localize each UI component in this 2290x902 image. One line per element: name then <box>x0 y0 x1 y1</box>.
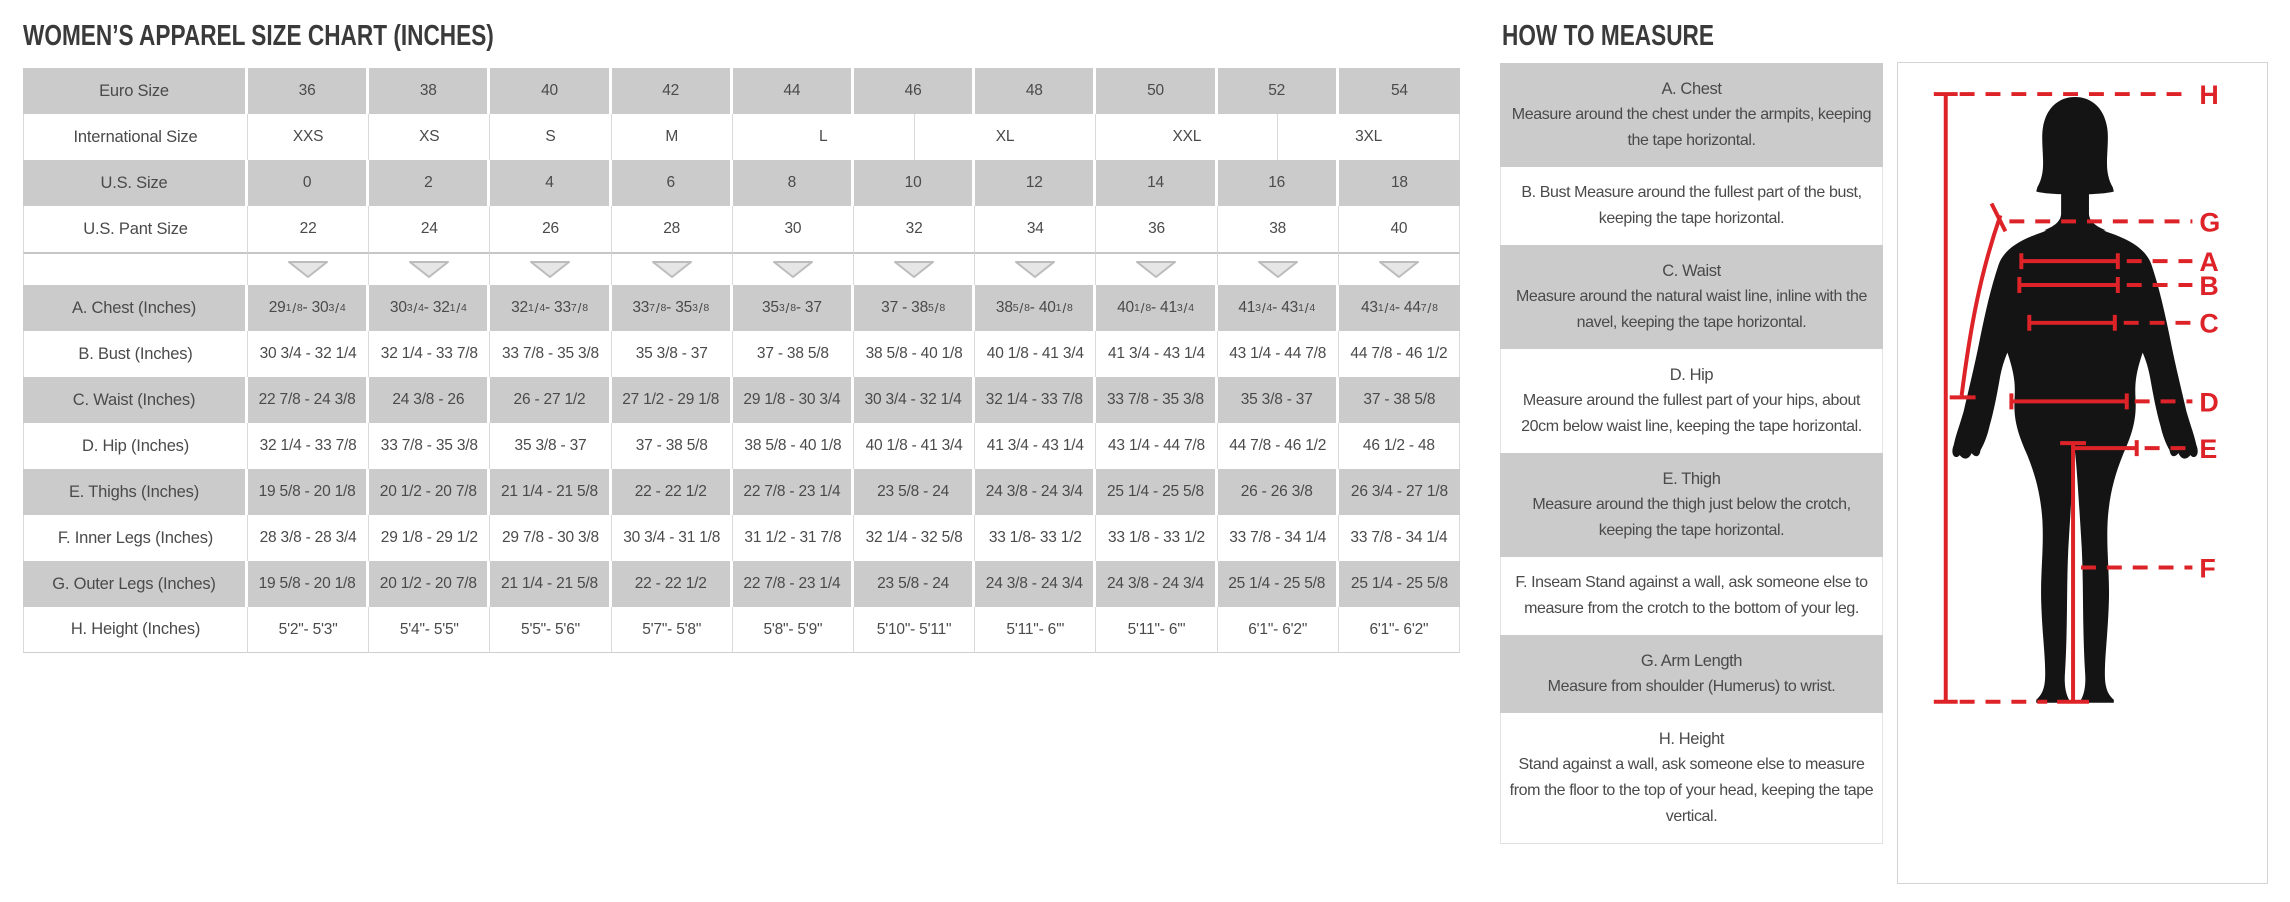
size-value-cell: 33 7/8 - 35 3/8 <box>1096 377 1217 423</box>
sort-arrow-cell <box>612 252 733 285</box>
measure-item-title: E. Thigh <box>1662 470 1721 488</box>
size-value-cell: 20 1/2 - 20 7/8 <box>369 469 490 515</box>
row-label-cell: U.S. Pant Size <box>23 206 248 252</box>
size-value-cell: 26 - 26 3/8 <box>1218 469 1339 515</box>
measurement-figure-panel <box>1897 62 2268 884</box>
down-triangle-icon <box>286 260 330 279</box>
measurement-figure-diagram <box>1898 63 2267 883</box>
size-value-cell: 40 1 / 8 - 41 3 / 4 <box>1096 285 1217 331</box>
size-value-cell: 37 - 38 5/8 <box>612 423 733 469</box>
size-value-cell: 50 <box>1096 68 1217 114</box>
sort-arrow-cell <box>1218 252 1339 285</box>
silhouette-head <box>2036 97 2114 194</box>
measure-item-text: Measure around the fullest part of your hips, about 20cm below waist line, keeping the tape horizontal. <box>1521 392 1862 435</box>
size-value-cell: 29 1/8 - 29 1/2 <box>369 515 490 561</box>
measure-item-text: Stand against a wall, ask someone else to measure from the floor to the top of your head, keeping the tape vertical. <box>1509 756 1874 825</box>
measure-instructions-list <box>1500 63 1883 844</box>
size-value-cell: 3XL <box>1278 114 1460 160</box>
how-to-measure-title: HOW TO MEASURE <box>1502 20 1714 52</box>
sort-arrow-cell <box>1096 252 1217 285</box>
sort-arrow-cell <box>369 252 490 285</box>
size-value-cell: 25 1/4 - 25 5/8 <box>1218 561 1339 607</box>
row-label-cell: A. Chest (Inches) <box>23 285 248 331</box>
row-label-cell: B. Bust (Inches) <box>23 331 248 377</box>
down-triangle-icon <box>1013 260 1057 279</box>
size-value-cell: 27 1/2 - 29 1/8 <box>612 377 733 423</box>
figure-label-C: C <box>2199 308 2219 339</box>
size-value-cell: 33 7/8 - 35 3/8 <box>490 331 611 377</box>
row-label-cell: E. Thighs (Inches) <box>23 469 248 515</box>
size-value-cell: 26 3/4 - 27 1/8 <box>1339 469 1460 515</box>
size-value-cell: 34 <box>975 206 1096 252</box>
size-value-cell: 38 <box>369 68 490 114</box>
size-value-cell: 35 3/8 - 37 <box>490 423 611 469</box>
size-value-cell: 33 7/8 - 34 1/4 <box>1218 515 1339 561</box>
size-value-cell: 5'7"- 5'8" <box>612 607 733 653</box>
measure-item-title: G. Arm Length <box>1640 652 1743 670</box>
size-value-cell: 2 <box>369 160 490 206</box>
size-value-cell: 35 3/8 - 37 <box>612 331 733 377</box>
size-value-cell: 36 <box>248 68 369 114</box>
size-value-cell: 33 7 / 8 - 35 3 / 8 <box>612 285 733 331</box>
size-value-cell: XS <box>369 114 490 160</box>
size-value-cell: 32 1/4 - 32 5/8 <box>854 515 975 561</box>
row-label-cell: Euro Size <box>23 68 248 114</box>
size-value-cell: 19 5/8 - 20 1/8 <box>248 469 369 515</box>
size-value-cell: 48 <box>975 68 1096 114</box>
size-value-cell: 38 5/8 - 40 1/8 <box>854 331 975 377</box>
size-value-cell: 33 7/8 - 34 1/4 <box>1339 515 1460 561</box>
size-value-cell: 41 3 / 4 - 43 1 / 4 <box>1218 285 1339 331</box>
row-label-cell: D. Hip (Inches) <box>23 423 248 469</box>
size-value-cell: 23 5/8 - 24 <box>854 469 975 515</box>
row-label-cell: U.S. Size <box>23 160 248 206</box>
size-chart-title: WOMEN’S APPAREL SIZE CHART (INCHES) <box>23 20 494 52</box>
down-triangle-icon <box>1134 260 1178 279</box>
size-value-cell: 5'2"- 5'3" <box>248 607 369 653</box>
down-triangle-icon <box>1256 260 1300 279</box>
size-value-cell: 43 1 / 4 - 44 7 / 8 <box>1339 285 1460 331</box>
size-value-cell: 46 <box>854 68 975 114</box>
size-value-cell: 5'10"- 5'11" <box>854 607 975 653</box>
measure-item-E <box>1500 453 1883 557</box>
size-value-cell: 40 <box>1339 206 1460 252</box>
size-value-cell: 5'5"- 5'6" <box>490 607 611 653</box>
size-value-cell: 46 1/2 - 48 <box>1339 423 1460 469</box>
figure-label-A: A <box>2199 247 2219 278</box>
size-value-cell: 24 3/8 - 24 3/4 <box>975 561 1096 607</box>
size-value-cell: 5'4"- 5'5" <box>369 607 490 653</box>
measure-item-title: A. Chest <box>1661 80 1722 98</box>
size-value-cell: 37 - 38 5/8 <box>1339 377 1460 423</box>
size-value-cell: 43 1/4 - 44 7/8 <box>1096 423 1217 469</box>
down-triangle-icon <box>771 260 815 279</box>
size-value-cell: 44 7/8 - 46 1/2 <box>1339 331 1460 377</box>
size-value-cell: 21 1/4 - 21 5/8 <box>490 469 611 515</box>
size-value-cell: 38 5/8 - 40 1/8 <box>733 423 854 469</box>
size-value-cell: 32 <box>854 206 975 252</box>
figure-label-D: D <box>2199 387 2219 418</box>
measure-item-D <box>1500 349 1883 453</box>
size-value-cell: XXS <box>248 114 369 160</box>
size-value-cell: 37 - 38 5/8 <box>733 331 854 377</box>
row-label-cell <box>23 252 248 285</box>
size-value-cell: 32 1/4 - 33 7/8 <box>248 423 369 469</box>
size-value-cell: L <box>733 114 915 160</box>
size-value-cell: 5'8"- 5'9" <box>733 607 854 653</box>
down-triangle-icon <box>1377 260 1421 279</box>
size-value-cell: 35 3 / 8 - 37 <box>733 285 854 331</box>
size-value-cell: 22 - 22 1/2 <box>612 561 733 607</box>
measure-item-F <box>1500 557 1883 635</box>
size-value-cell: 32 1 / 4 - 33 7 / 8 <box>490 285 611 331</box>
size-value-cell: 40 1/8 - 41 3/4 <box>854 423 975 469</box>
sort-arrow-cell <box>490 252 611 285</box>
size-value-cell: XXL <box>1096 114 1278 160</box>
size-value-cell: 14 <box>1096 160 1217 206</box>
size-value-cell: 6 <box>612 160 733 206</box>
size-value-cell: 33 7/8 - 35 3/8 <box>369 423 490 469</box>
size-value-cell: 31 1/2 - 31 7/8 <box>733 515 854 561</box>
down-triangle-icon <box>407 260 451 279</box>
figure-label-G: G <box>2199 207 2221 238</box>
measure-item-H <box>1500 713 1883 843</box>
row-label-cell: F. Inner Legs (Inches) <box>23 515 248 561</box>
measure-item-text: Measure around the thigh just below the crotch, keeping the tape horizontal. <box>1532 496 1851 539</box>
size-value-cell: 4 <box>490 160 611 206</box>
size-value-cell: 42 <box>612 68 733 114</box>
row-label-cell: International Size <box>23 114 248 160</box>
size-value-cell: 0 <box>248 160 369 206</box>
size-value-cell: 12 <box>975 160 1096 206</box>
size-value-cell: 44 <box>733 68 854 114</box>
measure-item-text: Measure around the natural waist line, inline with the navel, keeping the tape horizontal. <box>1515 288 1868 331</box>
size-value-cell: 23 5/8 - 24 <box>854 561 975 607</box>
size-value-cell: 35 3/8 - 37 <box>1218 377 1339 423</box>
measure-item-title: C. Waist <box>1662 262 1721 280</box>
figure-label-F: F <box>2199 553 2216 584</box>
size-value-cell: 30 3 / 4 - 32 1 / 4 <box>369 285 490 331</box>
size-value-cell: 32 1/4 - 33 7/8 <box>369 331 490 377</box>
row-label-cell: C. Waist (Inches) <box>23 377 248 423</box>
size-value-cell: 21 1/4 - 21 5/8 <box>490 561 611 607</box>
size-value-cell: 52 <box>1218 68 1339 114</box>
size-value-cell: 36 <box>1096 206 1217 252</box>
size-value-cell: 16 <box>1218 160 1339 206</box>
sort-arrow-cell <box>1339 252 1460 285</box>
size-value-cell: 18 <box>1339 160 1460 206</box>
measure-item-text: Measure around the chest under the armpits, keeping the tape horizontal. <box>1511 106 1872 149</box>
size-value-cell: 40 <box>490 68 611 114</box>
size-value-cell: 5'11"- 6'" <box>1096 607 1217 653</box>
size-value-cell: 22 7/8 - 23 1/4 <box>733 469 854 515</box>
row-label-cell: G. Outer Legs (Inches) <box>23 561 248 607</box>
size-chart-table <box>23 68 1460 653</box>
size-value-cell: M <box>612 114 733 160</box>
size-value-cell: 38 5 / 8 - 40 1 / 8 <box>975 285 1096 331</box>
measure-item-G <box>1500 635 1883 713</box>
sort-arrow-cell <box>975 252 1096 285</box>
size-value-cell: 28 <box>612 206 733 252</box>
size-value-cell: 6'1"- 6'2" <box>1218 607 1339 653</box>
size-value-cell: 24 3/8 - 24 3/4 <box>975 469 1096 515</box>
sort-arrow-cell <box>854 252 975 285</box>
size-value-cell: 19 5/8 - 20 1/8 <box>248 561 369 607</box>
size-value-cell: 22 7/8 - 23 1/4 <box>733 561 854 607</box>
size-value-cell: 38 <box>1218 206 1339 252</box>
size-value-cell: 24 3/8 - 26 <box>369 377 490 423</box>
size-value-cell: 33 1/8 - 33 1/2 <box>1096 515 1217 561</box>
sort-arrow-cell <box>248 252 369 285</box>
size-value-cell: 26 <box>490 206 611 252</box>
figure-label-B: B <box>2199 270 2219 301</box>
size-value-cell: S <box>490 114 611 160</box>
sort-arrow-cell <box>733 252 854 285</box>
measure-item-text: Measure from shoulder (Humerus) to wrist. <box>1547 678 1836 695</box>
figure-letter-labels <box>2199 80 2220 583</box>
size-value-cell: 25 1/4 - 25 5/8 <box>1096 469 1217 515</box>
size-value-cell: 30 3/4 - 32 1/4 <box>248 331 369 377</box>
figure-label-E: E <box>2199 434 2218 465</box>
size-value-cell: 22 7/8 - 24 3/8 <box>248 377 369 423</box>
size-value-cell: 22 - 22 1/2 <box>612 469 733 515</box>
size-value-cell: 22 <box>248 206 369 252</box>
size-value-cell: 8 <box>733 160 854 206</box>
size-value-cell: 25 1/4 - 25 5/8 <box>1339 561 1460 607</box>
measure-item-text: B. Bust Measure around the fullest part of the bust, keeping the tape horizontal. <box>1521 184 1862 227</box>
size-value-cell: 41 3/4 - 43 1/4 <box>975 423 1096 469</box>
down-triangle-icon <box>892 260 936 279</box>
measure-item-text: F. Inseam Stand against a wall, ask someone else to measure from the crotch to the bottom of your leg. <box>1515 574 1868 617</box>
size-value-cell: 37 - 38 5 / 8 <box>854 285 975 331</box>
size-value-cell: 44 7/8 - 46 1/2 <box>1218 423 1339 469</box>
size-value-cell: 30 3/4 - 32 1/4 <box>854 377 975 423</box>
size-value-cell: 41 3/4 - 43 1/4 <box>1096 331 1217 377</box>
size-value-cell: 24 3/8 - 24 3/4 <box>1096 561 1217 607</box>
down-triangle-icon <box>528 260 572 279</box>
size-value-cell: XL <box>915 114 1097 160</box>
size-value-cell: 29 1/8 - 30 3/4 <box>733 377 854 423</box>
row-label-cell: H. Height (Inches) <box>23 607 248 653</box>
measure-item-B <box>1500 167 1883 245</box>
size-value-cell: 32 1/4 - 33 7/8 <box>975 377 1096 423</box>
down-triangle-icon <box>650 260 694 279</box>
size-value-cell: 10 <box>854 160 975 206</box>
measure-item-title: D. Hip <box>1669 366 1714 384</box>
size-value-cell: 5'11"- 6'" <box>975 607 1096 653</box>
size-value-cell: 20 1/2 - 20 7/8 <box>369 561 490 607</box>
size-value-cell: 6'1"- 6'2" <box>1339 607 1460 653</box>
size-value-cell: 54 <box>1339 68 1460 114</box>
measure-item-A <box>1500 63 1883 167</box>
size-value-cell: 24 <box>369 206 490 252</box>
measure-item-C <box>1500 245 1883 349</box>
size-value-cell: 43 1/4 - 44 7/8 <box>1218 331 1339 377</box>
size-value-cell: 33 1/8- 33 1/2 <box>975 515 1096 561</box>
size-value-cell: 30 3/4 - 31 1/8 <box>612 515 733 561</box>
measure-item-title: H. Height <box>1658 730 1725 748</box>
size-value-cell: 40 1/8 - 41 3/4 <box>975 331 1096 377</box>
size-value-cell: 28 3/8 - 28 3/4 <box>248 515 369 561</box>
size-value-cell: 29 1 / 8 - 30 3 / 4 <box>248 285 369 331</box>
size-value-cell: 26 - 27 1/2 <box>490 377 611 423</box>
size-value-cell: 30 <box>733 206 854 252</box>
figure-label-H: H <box>2199 80 2219 110</box>
size-value-cell: 29 7/8 - 30 3/8 <box>490 515 611 561</box>
